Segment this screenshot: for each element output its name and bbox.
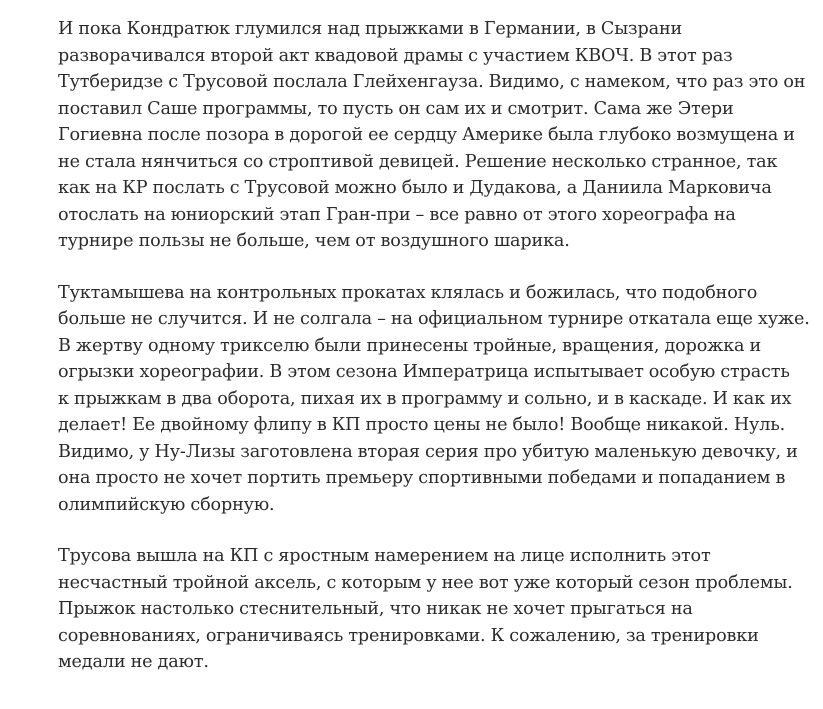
text-line: делает! Ее двойному флипу в КП просто цены не было! Вообще никакой. Нуль. bbox=[58, 415, 786, 435]
text-line: к прыжкам в два оборота, пихая их в программу и сольно, и в каскаде. И как их bbox=[58, 388, 792, 409]
text-line: Видимо, у Ну-Лизы заготовлена вторая серия про убитую маленькую девочку, и bbox=[58, 441, 798, 462]
text-line: В жертву одному трикселю были принесены тройные, вращения, дорожка и bbox=[58, 335, 762, 356]
text-line: Трусова вышла на КП с яростным намерением на лице исполнить этот bbox=[58, 546, 711, 566]
article-body bbox=[58, 16, 810, 676]
text-line: Тутберидзе с Трусовой послала Глейхенгауза. Видимо, с намеком, что раз это он bbox=[58, 72, 806, 92]
text-line: разворачивался второй акт квадовой драмы с участием КВОЧ. В этот раз bbox=[58, 45, 733, 66]
text-line: несчастный тройной аксель, с которым у нее вот уже который сезон проблемы. bbox=[58, 572, 793, 593]
text-line: она просто не хочет портить премьеру спортивными победами и попаданием в bbox=[58, 468, 786, 488]
text-line: медали не дают. bbox=[58, 652, 209, 672]
paragraph-2 bbox=[58, 280, 810, 519]
text-line: турнире пользы не больше, чем от воздушного шарика. bbox=[58, 231, 570, 251]
text-line: отослать на юниорский этап Гран-при – все равно от этого хореографа на bbox=[58, 204, 736, 225]
text-line: Гогиевна после позора в дорогой ее сердцу Америке была глубоко возмущена и bbox=[58, 125, 795, 145]
text-line: поставил Саше программы, то пусть он сам их и смотрит. Сама же Этери bbox=[58, 98, 734, 119]
paragraph-1 bbox=[58, 16, 806, 255]
text-line: Туктамышева на контрольных прокатах клялась и божилась, что подобного bbox=[58, 282, 758, 303]
text-line: Прыжок настолько стеснительный, что никак не хочет прыгаться на bbox=[58, 599, 693, 619]
text-line: огрызки хореографии. В этом сезона Императрица испытывает особую страсть bbox=[58, 362, 790, 382]
text-line: олимпийскую сборную. bbox=[58, 494, 275, 515]
text-line: не стала нянчиться со строптивой девицей. Решение несколько странное, так bbox=[58, 151, 778, 172]
paragraph-3 bbox=[58, 543, 798, 676]
text-line: как на КР послать с Трусовой можно было и Дудакова, а Даниила Марковича bbox=[58, 178, 772, 198]
text-line: соревнованиях, ограничиваясь тренировками. К сожалению, за тренировки bbox=[58, 625, 759, 646]
text-line: больше не случится. И не солгала – на официальном турнире откатала еще хуже. bbox=[58, 309, 810, 329]
text-line: И пока Кондратюк глумился над прыжками в Германии, в Сызрани bbox=[58, 19, 683, 39]
